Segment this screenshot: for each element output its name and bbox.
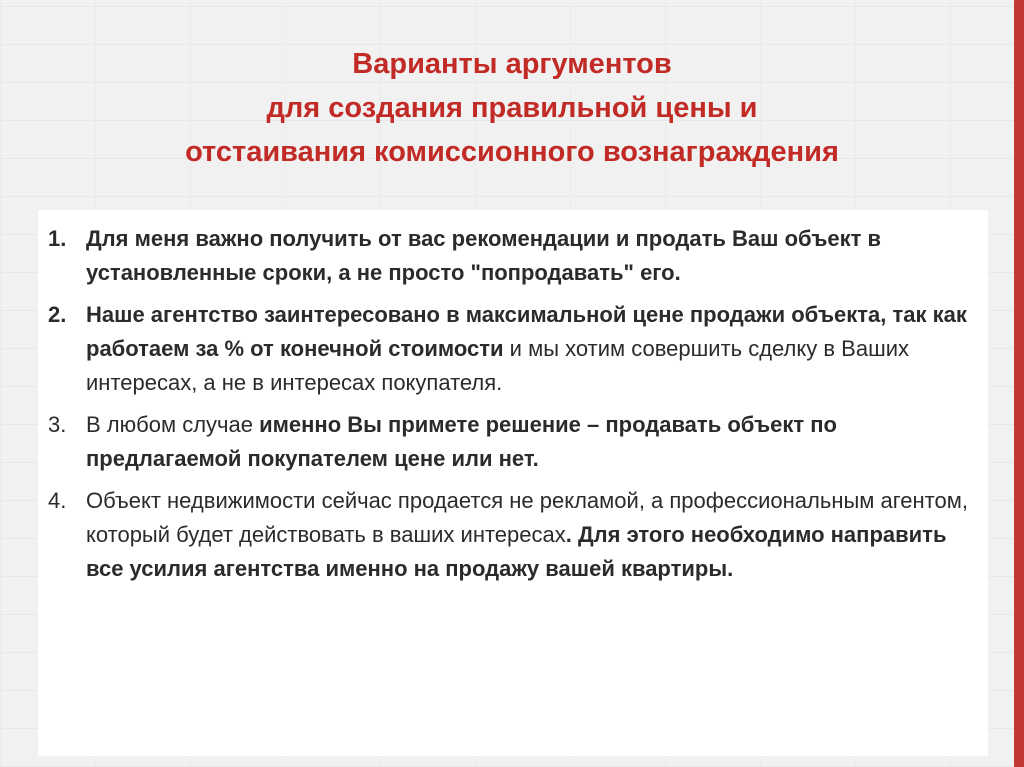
item-text: [86, 298, 968, 400]
item-text: [86, 222, 968, 290]
item-text-bold: именно Вы примете решение – продавать объект по предлагаемой покупателем цене или нет.: [86, 412, 837, 471]
title-line-3: отстаивания комиссионного вознаграждения: [185, 136, 839, 168]
arguments-list: [48, 222, 968, 594]
list-item-1: [48, 222, 968, 290]
title-line-2: для создания правильной цены и: [266, 92, 758, 124]
item-text-regular: Объект недвижимости сейчас продается не рекламой, а профессиональным агентом, который будет действовать в ваших интересах: [86, 488, 968, 547]
title-line-1: Варианты аргументов: [352, 48, 672, 80]
list-item-4: [48, 484, 968, 586]
item-number: 1.: [48, 226, 67, 251]
list-item-3: [48, 408, 968, 476]
item-number: 2.: [48, 302, 67, 327]
item-number: 3.: [48, 412, 67, 437]
item-text-bold: Наше агентство заинтересовано в максимальной цене продажи объекта, так как работаем за % от конечной стоимости: [86, 302, 967, 361]
item-text: [86, 408, 968, 476]
item-text-regular: и мы хотим совершить сделку в Ваших интересах, а не в интересах покупателя.: [86, 336, 910, 395]
list-item-2: [48, 298, 968, 400]
item-text: [86, 484, 968, 586]
item-text-regular: В любом случае: [86, 412, 260, 437]
item-text-bold: Для меня важно получить от вас рекомендации и продать Ваш объект в установленные сроки, а не просто "попродавать" его.: [86, 226, 882, 285]
slide-title: [0, 42, 1024, 174]
item-number: 4.: [48, 488, 67, 513]
item-text-bold: . Для этого необходимо направить все усилия агентства именно на продажу вашей квартиры.: [86, 522, 947, 581]
